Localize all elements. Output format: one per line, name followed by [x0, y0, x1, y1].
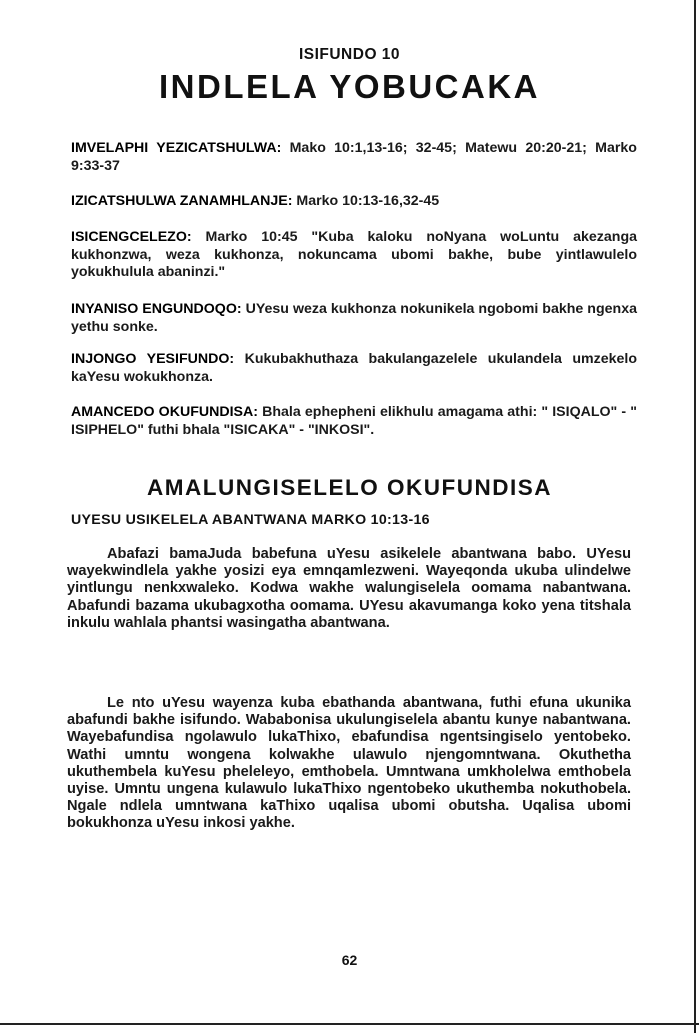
page-edge-right — [694, 0, 696, 1033]
paragraph-1: Abafazi bamaJuda babefuna uYesu asikelele abantwana babo. UYesu wayekwindlela yakhe yosizi eya emnqamlezweni. Wayeqonda ukuba ulindelwe yintlungu nenkxwaleko. Kodwa wakhe walungiselela oomama nabantwana. Abafundi bazama ukubagxotha oomama. UYesu akavumanga koko yena titshala inkulu wahlala phantsi wasingatha abantwana. — [67, 546, 631, 631]
memory-verse-text: Marko 10:45 "Kuba kaloku noNyana woLuntu akezanga kukhonzwa, weza kukhonza, nokuncama ubomi bakhe, bube yintlawulelo yokukhulula abaninzi." — [71, 229, 637, 280]
todays-readings-label: IZICATSHULWA ZANAMHLANJE: — [71, 193, 293, 209]
sources-text: Mako 10:1,13-16; 32-45; Matewu 20:20-21; Marko 9:33-37 — [71, 140, 637, 174]
lesson-aim-block — [71, 351, 637, 386]
teaching-aids-block — [71, 404, 637, 439]
section-subheading: UYESU USIKELELA ABANTWANA MARKO 10:13-16 — [71, 512, 430, 528]
todays-readings-text: Marko 10:13-16,32-45 — [296, 193, 440, 209]
teaching-aids-text: Bhala ephepheni elikhulu amagama athi: " ISIQALO" - " ISIPHELO" futhi bhala "ISICAKA" - "INKOSI". — [71, 404, 637, 438]
key-truth-text: UYesu weza kukhonza nokunikela ngobomi bakhe ngenxa yethu sonke. — [71, 301, 637, 335]
lesson-aim-text: Kukubakhuthaza bakulangazelele ukulandela umzekelo kaYesu wokukhonza. — [71, 351, 637, 385]
page-edge-bottom — [0, 1023, 699, 1025]
memory-verse-label: ISICENGCELEZO: — [71, 229, 192, 245]
sources-label: IMVELAPHI YEZICATSHULWA: — [71, 140, 282, 156]
page-number: 62 — [341, 952, 358, 968]
sources-block — [71, 140, 637, 175]
lesson-number: ISIFUNDO 10 — [298, 46, 401, 63]
key-truth-block — [71, 301, 637, 336]
lesson-title: INDLELA YOBUCAKA — [158, 68, 540, 105]
paragraph-2: Le nto uYesu wayenza kuba ebathanda abantwana, futhi efuna ukunika abafundi bakhe isifundo. Wababonisa ukulungiselela abantu kunye nabantwana. Wayebafundisa ngolawulo lukaThixo, ebafundisa ngentsingiselo yentobeko. Wathi umntu wongena kolwakhe ulawulo njengomntwana. Okuthetha ukuthembela kuYesu pheleleyo, emthobela. Umntwana umkholelwa emthobela uyise. Umntu ungena kulawulo lukaThixo ngentobeko ukuthemba nokuthobela. Ngale ndlela umntwana kaThixo uqalisa ubomi obutsha. Uqalisa ubomi bokukhonza uYesu inkosi yakhe. — [67, 695, 631, 832]
key-truth-label: INYANISO ENGUNDOQO: — [71, 301, 242, 317]
teaching-aids-label: AMANCEDO OKUFUNDISA: — [71, 404, 258, 420]
todays-readings-block — [71, 193, 637, 211]
section-title: AMALUNGISELELO OKUFUNDISA — [147, 475, 552, 500]
memory-verse-block — [71, 229, 637, 282]
lesson-aim-label: INJONGO YESIFUNDO: — [71, 351, 235, 367]
